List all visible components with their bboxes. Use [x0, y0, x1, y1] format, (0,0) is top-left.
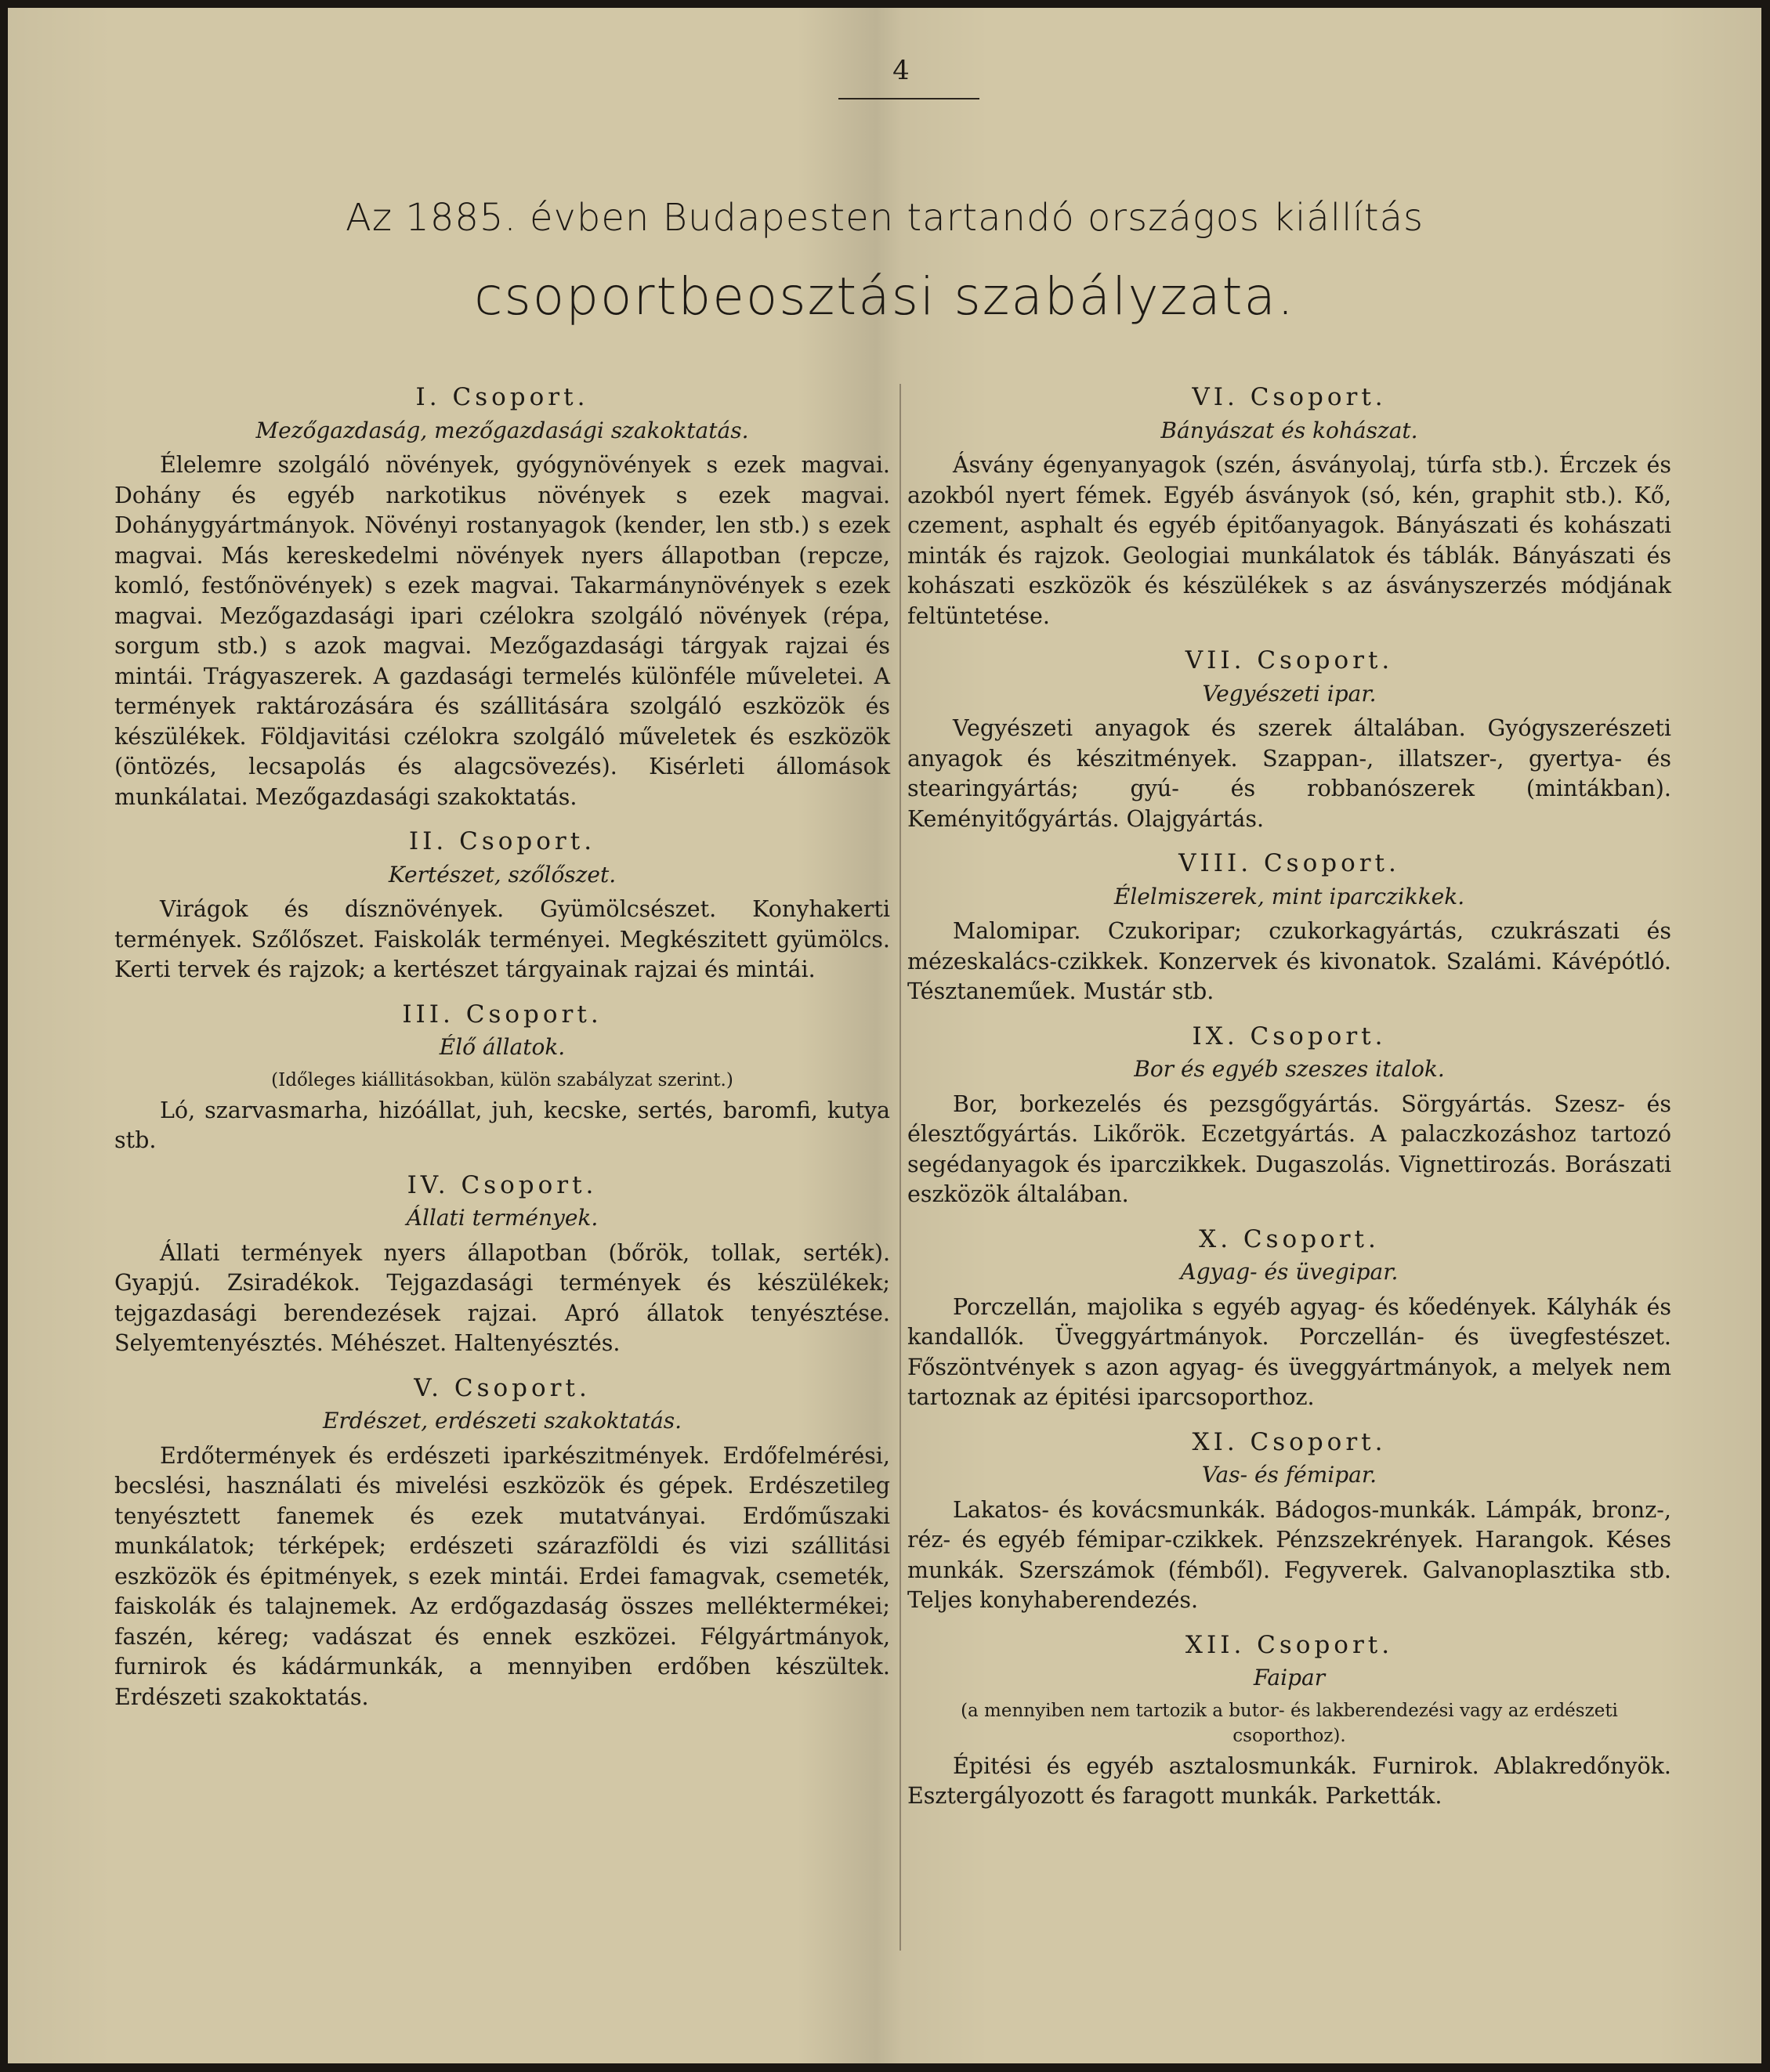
group-note: (a mennyiben nem tartozik a butor- és lakberendezési vagy az erdészeti csoporthoz). — [961, 1700, 1618, 1746]
group-heading: II. Csoport. — [408, 827, 596, 855]
group-heading: X. Csoport. — [1199, 1224, 1380, 1253]
page-number-rule — [838, 98, 979, 99]
document-title-line1: Az 1885. évben Budapesten tartandó országos kiállítás — [345, 196, 1424, 240]
group-subtitle: Állati termények. — [406, 1205, 599, 1231]
group-body: Ásvány égenyanyagok (szén, ásványolaj, túrfa stb.). Érczek és azokból nyert fémek. Egyéb ásványok (só, kén, graphit stb.). Kő, czement, asphalt és egyéb épitőanyagok. Bányászati és kohászati minták és rajzok. Geologiai munkálatok és táblák. Bányászati és kohászati eszközök és készülékek s az ásványszerzés módjának feltüntetése. — [907, 452, 1671, 629]
group-body: Bor, borkezelés és pezsgőgyártás. Sörgyártás. Szesz- és élesztőgyártás. Likőrök. Eczetgyártás. A palaczkozáshoz tartozó segédanyagok és iparczikkek. Dugaszolás. Vignettirozás. Borászati eszközök általában. — [907, 1090, 1671, 1207]
right-column — [907, 382, 1671, 1826]
group-subtitle: Élelmiszerek, mint iparczikkek. — [1113, 883, 1465, 909]
group-section — [114, 382, 890, 812]
group-section — [907, 1630, 1671, 1812]
page-number: 4 — [892, 55, 910, 86]
group-section — [114, 1000, 890, 1156]
group-subtitle: Erdészet, erdészeti szakoktatás. — [322, 1408, 682, 1434]
group-heading: IV. Csoport. — [407, 1170, 598, 1199]
group-subtitle: Vas- és fémipar. — [1201, 1462, 1377, 1488]
group-section — [114, 1170, 890, 1359]
group-section — [907, 645, 1671, 834]
group-heading: IX. Csoport. — [1192, 1022, 1387, 1050]
group-section — [907, 382, 1671, 631]
group-section — [907, 1427, 1671, 1616]
group-body: Virágok és dísznövények. Gyümölcsészet. Konyhakerti termények. Szőlőszet. Faiskolák terményei. Megkészitett gyümölcs. Kerti tervek és rajzok; a kertészet tárgyainak rajzai és mintái. — [114, 896, 890, 982]
group-subtitle: Élő állatok. — [439, 1034, 566, 1060]
group-section — [907, 848, 1671, 1007]
group-subtitle: Mezőgazdaság, mezőgazdasági szakoktatás. — [255, 417, 749, 443]
group-body: Ló, szarvasmarha, hizóállat, juh, kecske, sertés, baromfi, kutya stb. — [114, 1097, 890, 1153]
group-body: Vegyészeti anyagok és szerek általában. Gyógyszerészeti anyagok és készitmények. Szappan-, illatszer-, gyertya- és stearingyártás; gyú- és robbanószerek (mintákban). Keményitőgyártás. Olajgyártás. — [907, 715, 1671, 832]
group-body: Élelemre szolgáló növények, gyógynövények s ezek magvai. Dohány és egyéb narkotikus növények s ezek magvai. Dohánygyártmányok. Növényi rostanyagok (kender, len stb.) s ezek magvai. Más kereskedelmi növények nyers állapotban (repcze, komló, festőnövények) s ezek magvai. Takarmánynövények s ezek magvai. Mezőgazdasági ipari czélokra szolgáló növények (répa, sorgum stb.) s azok magvai. Mezőgazdasági tárgyak rajzai és mintái. Trágyaszerek. A gazdasági termelés különféle műveletei. A termények raktározására és szállitására szolgáló eszközök és készülékek. Földjavitási czélokra szolgáló műveletek és eszközök (öntözés, lecsapolás és alagcsövezés). Kisérleti állomások munkálatai. Mezőgazdasági szakoktatás. — [114, 452, 890, 810]
group-section — [114, 826, 890, 985]
group-subtitle: Bányászat és kohászat. — [1160, 417, 1418, 443]
group-body: Erdőtermények és erdészeti iparkészitmények. Erdőfelmérési, becslési, használati és mivelési eszközök és gépek. Erdészetileg tenyésztett fanemek és ezek mutatványai. Erdőműszaki munkálatok; térképek; erdészeti szárazföldi és vizi szállitási eszközök és épitmények, s ezek mintái. Erdei famagvak, csemeték, faiskolák és talajnemek. Az erdőgazdaság összes melléktermékei; faszén, kéreg; vadászat és ennek eszközei. Félgyártmányok, furnirok és kádármunkák, a mennyiben erdőben készültek. Erdészeti szakoktatás. — [114, 1442, 890, 1710]
group-body: Malomipar. Czukoripar; czukorkagyártás, czukrászati és mézeskalács-czikkek. Konzervek és kivonatok. Szalámi. Kávépótló. Tésztaneműek. Mustár stb. — [907, 918, 1671, 1004]
group-heading: XI. Csoport. — [1192, 1427, 1387, 1456]
group-body: Porczellán, majolika s egyéb agyag- és kőedények. Kályhák és kandallók. Üveggyártmányok. Porczellán- és üvegfestészet. Főszöntvények s azon agyag- és üveggyártmányok, a melyek nem tartoznak az épitési iparcsoporthoz. — [907, 1293, 1671, 1410]
group-subtitle: Agyag- és üvegipar. — [1180, 1259, 1399, 1285]
group-subtitle: Kertészet, szőlőszet. — [388, 861, 617, 888]
group-note: (Időleges kiállitásokban, külön szabályzat szerint.) — [271, 1069, 733, 1090]
group-heading: I. Csoport. — [415, 383, 589, 411]
group-heading: V. Csoport. — [414, 1373, 591, 1402]
group-section — [907, 1022, 1671, 1210]
group-subtitle: Vegyészeti ipar. — [1202, 680, 1377, 707]
left-column — [114, 382, 890, 1727]
group-body: Állati termények nyers állapotban (bőrök, tollak, serték). Gyapjú. Zsiradékok. Tejgazdasági termények és készülékek; tejgazdasági berendezések rajzai. Apró állatok tenyésztése. Selyemtenyésztés. Méhészet. Haltenyésztés. — [114, 1239, 890, 1356]
group-heading: III. Csoport. — [402, 1000, 603, 1029]
group-heading: VIII. Csoport. — [1178, 849, 1400, 877]
group-section — [907, 1224, 1671, 1413]
group-subtitle: Bor és egyéb szeszes italok. — [1134, 1056, 1445, 1082]
document-title-line2: csoportbeosztási szabályzata. — [474, 266, 1295, 327]
group-body: Lakatos- és kovácsmunkák. Bádogos-munkák. Lámpák, bronz-, réz- és egyéb fémipar-czikkek. Pénzszekrények. Harangok. Késes munkák. Szerszámok (fémből). Fegyverek. Galvanoplasztika stb. Teljes konyhaberendezés. — [907, 1496, 1671, 1613]
group-body: Épitési és egyéb asztalosmunkák. Furnirok. Ablakredőnyök. Esztergályozott és faragott munkák. Parketták. — [907, 1752, 1671, 1809]
group-subtitle: Faipar — [1253, 1665, 1326, 1691]
column-divider — [899, 384, 901, 1951]
document-page — [8, 8, 1761, 2063]
group-section — [114, 1373, 890, 1713]
group-heading: VII. Csoport. — [1185, 646, 1394, 674]
group-heading: XII. Csoport. — [1185, 1630, 1394, 1659]
group-heading: VI. Csoport. — [1192, 383, 1387, 411]
